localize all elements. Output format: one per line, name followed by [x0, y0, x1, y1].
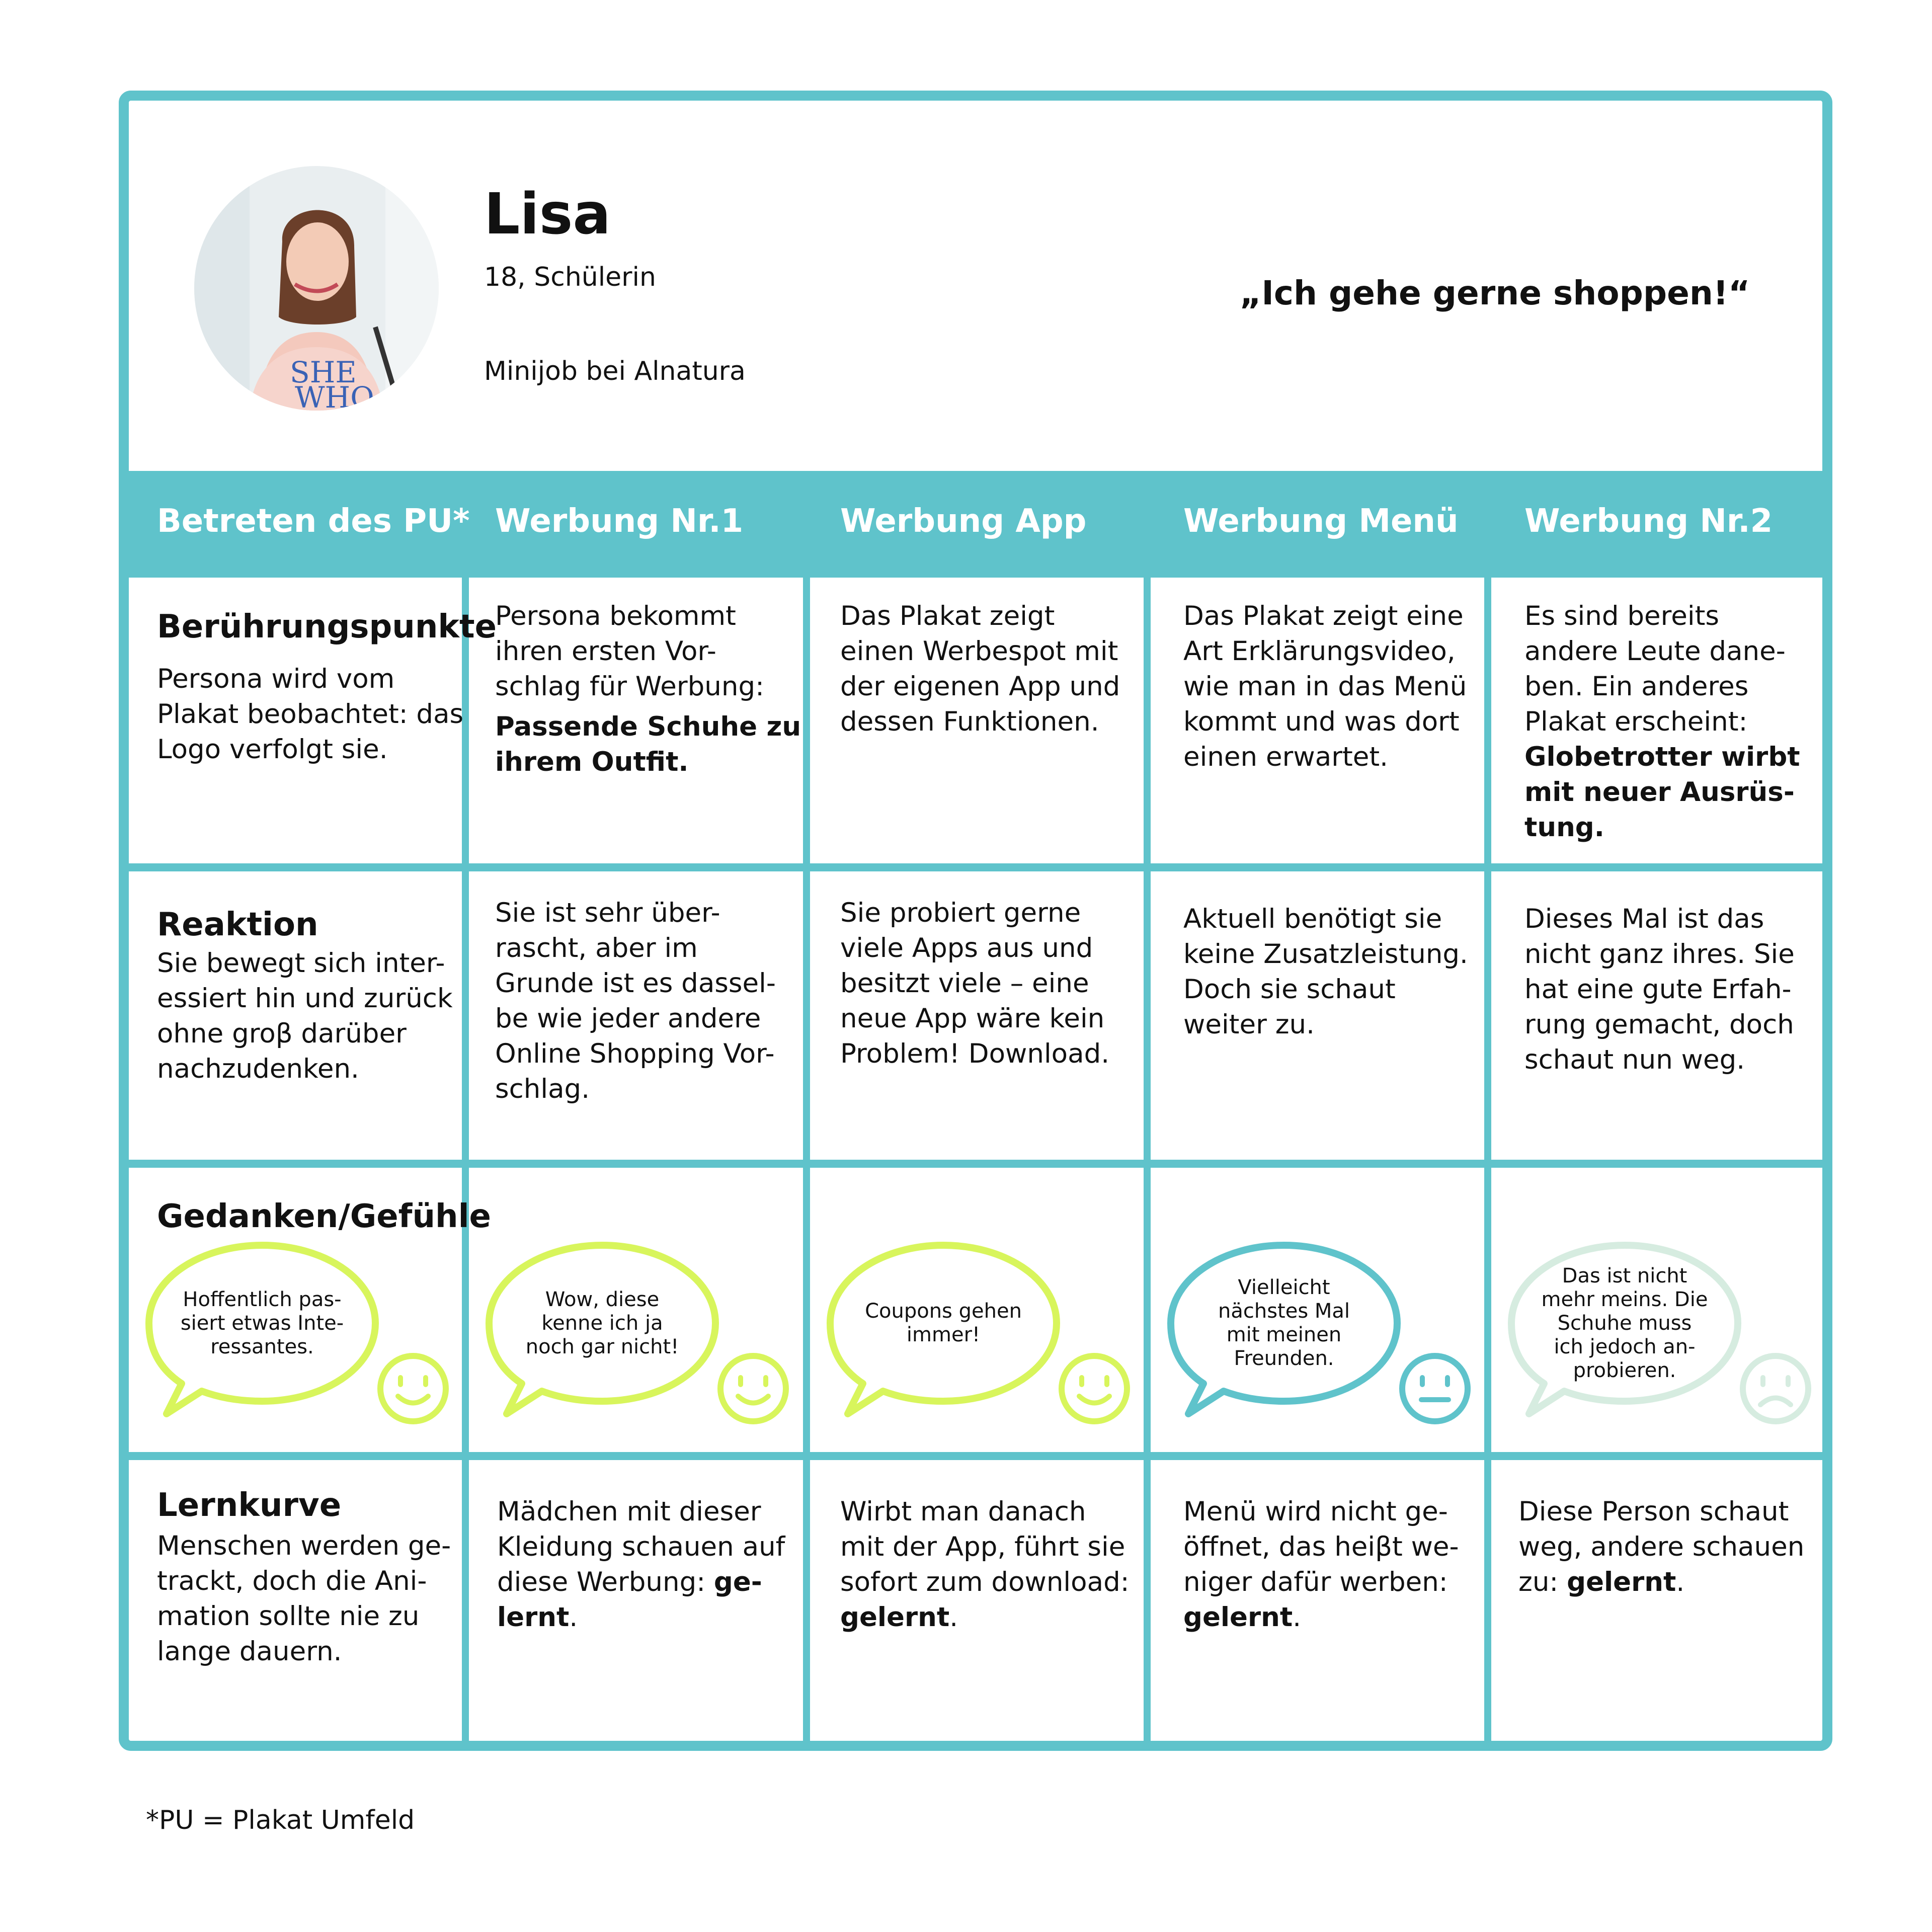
svg-text:WHO: WHO — [295, 380, 374, 411]
grid-divider — [803, 578, 810, 1741]
thought-bubble-text: Das ist nicht mehr meins. Die Schuhe muss ich jedoch an- probieren. — [1541, 1264, 1708, 1382]
persona-age-role: 18, Schülerin — [484, 262, 656, 292]
persona-avatar — [194, 166, 439, 411]
column-header-ad2: Werbung Nr.2 — [1524, 503, 1773, 540]
row-title-thoughts: Gedanken/Gefühle — [157, 1198, 491, 1235]
thought-bubble — [1161, 1223, 1483, 1434]
persona-header — [129, 101, 1822, 471]
thought-bubble-text: Coupons gehen immer! — [865, 1300, 1022, 1346]
thought-bubble-text: Vielleicht nächstes Mal mit meinen Freunden. — [1218, 1276, 1350, 1370]
grid-divider — [129, 1160, 1822, 1168]
column-header-bar — [129, 471, 1822, 578]
happy-face-icon — [720, 1356, 786, 1421]
persona-job: Minijob bei Alnatura — [484, 356, 746, 386]
column-header-entry: Betreten des PU* — [157, 503, 470, 540]
reaction-cell-app: Sie probiert gerne viele Apps aus und besitzt viele – eine neue App wäre kein Problem! Download. — [840, 898, 1110, 1069]
learning-cell-entry: Menschen werden ge- trackt, doch die Ani- mation sollte nie zu lange dauern. — [157, 1531, 451, 1667]
persona-name: Lisa — [484, 182, 611, 247]
thought-bubble — [479, 1223, 801, 1434]
reaction-cell-ad1: Sie ist sehr über- rascht, aber im Grunde ist es dassel- be wie jeder andere Online Shopping Vor- schlag. — [495, 898, 776, 1104]
learning-cell-ad1: Mädchen mit dieser Kleidung schauen auf diese Werbung: ge- lernt. — [497, 1496, 785, 1633]
reaction-cell-ad2: Dieses Mal ist das nicht ganz ihres. Sie hat eine gute Erfah- rung gemacht, doch schaut nun weg. — [1524, 904, 1795, 1075]
learning-cell-app: Wirbt man danach mit der App, führt sie sofort zum download: gelernt. — [840, 1496, 1130, 1633]
avatar-illustration — [194, 166, 439, 411]
learning-cell-ad2: Diese Person schaut weg, andere schauen zu: gelernt. — [1518, 1496, 1805, 1597]
row-title-learning: Lernkurve — [157, 1487, 342, 1524]
persona-quote: „Ich gehe gerne shoppen!“ — [1240, 274, 1750, 312]
reaction-cell-entry: Sie bewegt sich inter- essiert hin und zurück ohne groβ darüber nachzudenken. — [157, 948, 453, 1084]
column-header-ad1: Werbung Nr.1 — [495, 503, 744, 540]
sad-face-icon — [1743, 1356, 1808, 1421]
grid-divider — [129, 1452, 1822, 1460]
touchpoint-cell-app: Das Plakat zeigt einen Werbespot mit der eigenen App und dessen Funktionen. — [840, 601, 1120, 737]
reaction-cell-menu: Aktuell benötigt sie keine Zusatzleistung. Doch sie schaut weiter zu. — [1183, 904, 1468, 1040]
happy-face-icon — [1062, 1356, 1127, 1421]
touchpoint-cell-ad2: Es sind bereits andere Leute dane- ben. Ein anderes Plakat erscheint: Globetrotter wirbt mit neuer Ausrüs- tung. — [1524, 601, 1800, 843]
thought-bubble — [1501, 1223, 1823, 1434]
thought-bubble-text: Hoffentlich pas- siert etwas Inte- ressantes. — [180, 1287, 344, 1358]
touchpoint-cell-menu: Das Plakat zeigt eine Art Erklärungsvideo, wie man in das Menü kommt und was dort einen erwartet. — [1183, 601, 1467, 772]
thought-bubble — [139, 1223, 461, 1434]
neutral-face-icon — [1402, 1356, 1468, 1421]
row-title-touchpoints: Berührungspunkte — [157, 608, 497, 646]
column-header-app: Werbung App — [840, 503, 1087, 540]
thought-bubble — [820, 1223, 1142, 1434]
persona-journey-frame — [119, 91, 1832, 1751]
learning-cell-menu: Menü wird nicht ge- öffnet, das heiβt we- niger dafür werben: gelernt. — [1183, 1496, 1459, 1633]
footnote: *PU = Plakat Umfeld — [146, 1805, 415, 1835]
column-header-menu: Werbung Menü — [1183, 503, 1459, 540]
touchpoint-cell-entry: Persona wird vom Plakat beobachtet: das Logo verfolgt sie. — [157, 664, 464, 765]
grid-divider — [1144, 578, 1151, 1741]
touchpoint-cell-ad1: Persona bekommt ihren ersten Vor- schlag für Werbung: Passende Schuhe zu ihrem Outfit. — [495, 601, 801, 777]
grid-divider — [1484, 578, 1491, 1741]
row-title-reaction: Reaktion — [157, 906, 318, 943]
happy-face-icon — [380, 1356, 446, 1421]
svg-text:SHE: SHE — [290, 355, 357, 389]
grid-divider — [129, 863, 1822, 871]
thought-bubble-text: Wow, diese kenne ich ja noch gar nicht! — [525, 1287, 679, 1358]
